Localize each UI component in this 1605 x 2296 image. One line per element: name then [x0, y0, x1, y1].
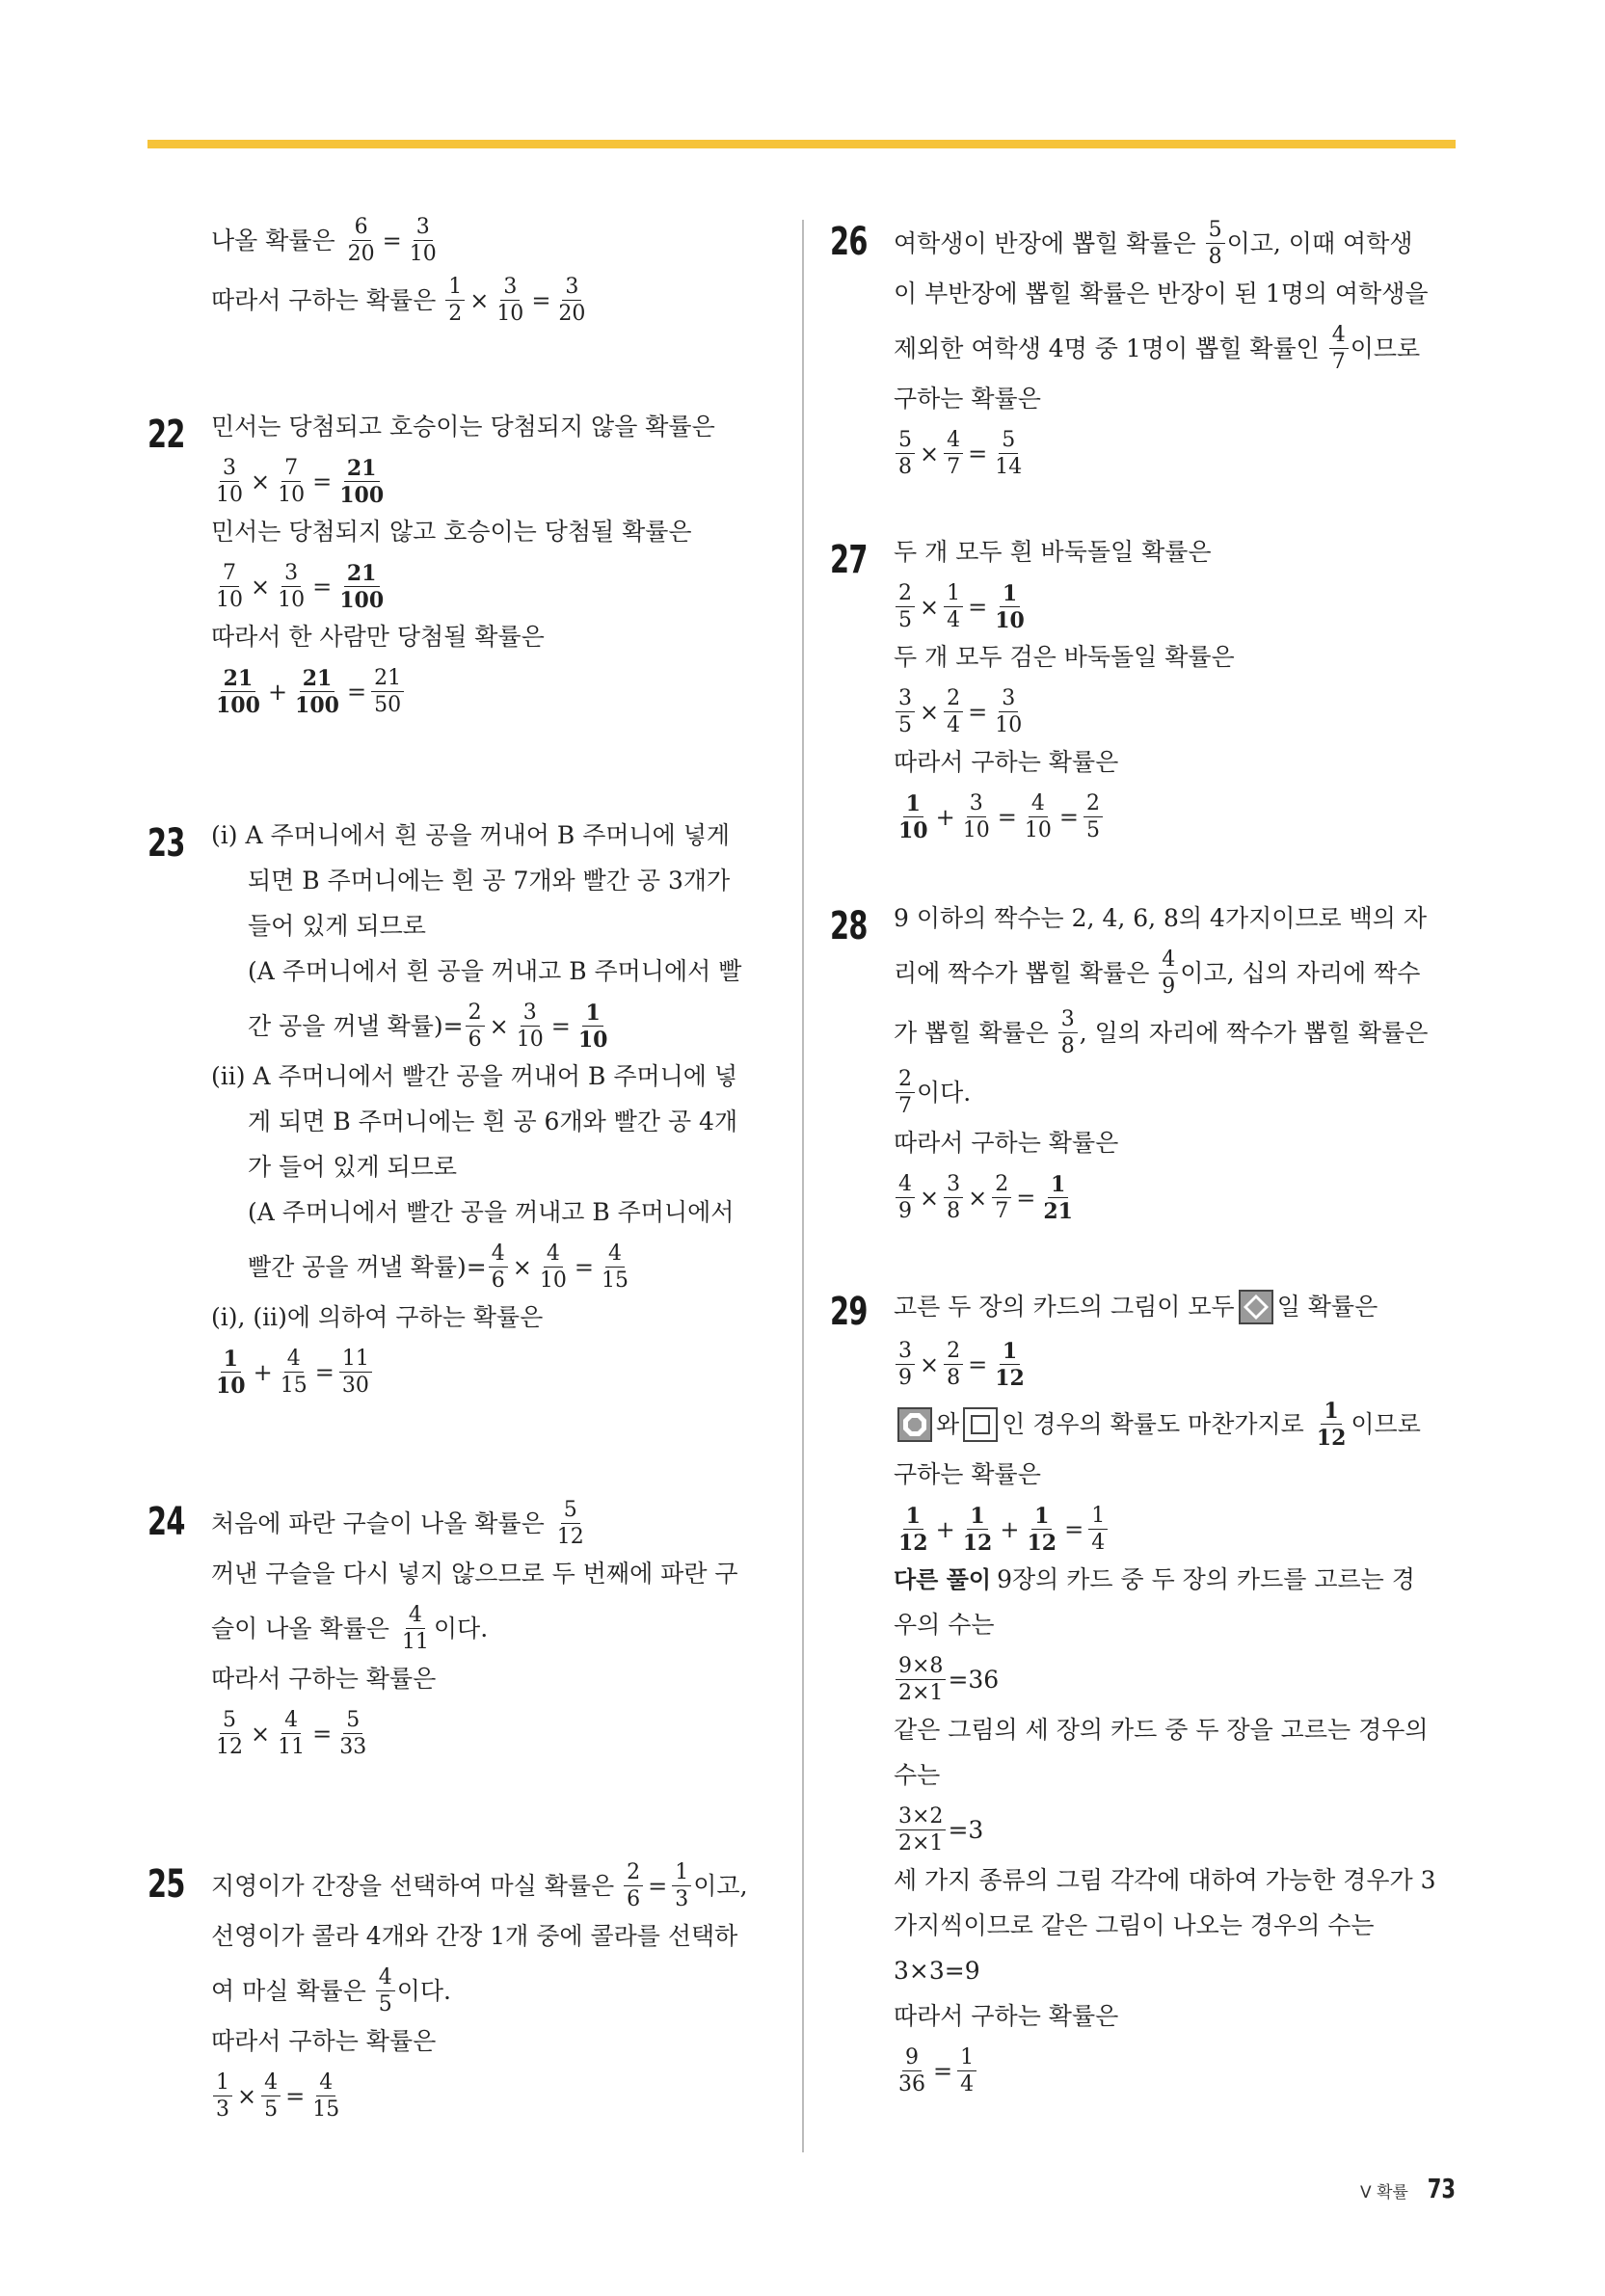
page-number: 73	[1427, 2173, 1456, 2204]
text: 3×3=9	[894, 1957, 980, 1985]
equation: $\frac{3}{9}$ × $\frac{2}{8}$ = $\frac{1}{12}$	[894, 1341, 1457, 1389]
text: 두 개 모두 검은 바둑돌일 확률은	[894, 643, 1235, 671]
text: 따라서 구하는 확률은	[211, 2027, 437, 2055]
text: (ii) A 주머니에서 빨간 공을 꺼내어 B 주머니에 넣	[211, 1062, 738, 1090]
equation: $\frac{3}{10}$ × $\frac{7}{10}$ = $\frac{21}{100}$	[216, 456, 385, 508]
text: 와 인 경우의 확률도 마찬가지로 $\frac{1}{12}$ 이므로	[894, 1401, 1457, 1449]
text: 고른 두 장의 카드의 그림이 모두 일 확률은	[894, 1290, 1457, 1324]
fraction: $\frac{3}{10}$	[409, 215, 437, 266]
equation: $\frac{9}{36}$ = $\frac{1}{4}$	[894, 2047, 1457, 2096]
octagon-card-icon	[897, 1407, 932, 1442]
equation: 간 공을 꺼낼 확률)= $\frac{2}{6}$ × $\frac{3}{10}$ = $\frac{1}{10}$	[248, 1001, 608, 1053]
text: 가지씩이므로 같은 그림이 나오는 경우의 수는	[894, 1911, 1375, 1939]
equation: $\frac{9\times 8}{2\times 1}$ =36	[894, 1656, 1457, 1704]
square-card-icon	[963, 1407, 998, 1442]
text: 수는	[894, 1761, 941, 1789]
problem-number: 29	[830, 1290, 868, 1334]
problem-number: 28	[830, 904, 868, 948]
problem-number: 27	[830, 538, 868, 582]
text: (A 주머니에서 빨간 공을 꺼내고 B 주머니에서	[248, 1198, 735, 1226]
equation: $\frac{1}{10}$ + $\frac{4}{15}$ = $\frac{11}{30}$	[211, 1348, 779, 1397]
problem-number: 25	[147, 1862, 185, 1907]
text: 되면 B 주머니에는 흰 공 7개와 빨간 공 3개가	[248, 867, 731, 894]
text: 여학생이 반장에 뽑힐 확률은 $\frac{5}{8}$ 이고, 이때 여학생	[894, 218, 1413, 269]
problem-number: 22	[147, 413, 185, 457]
equation: $\frac{5}{8}$ × $\frac{4}{7}$ = $\frac{5}{14}$	[894, 430, 1457, 478]
text: 민서는 당첨되고 호승이는 당첨되지 않을 확률은	[211, 413, 715, 441]
text: 여 마실 확률은 $\frac{4}{5}$ 이다.	[211, 1965, 451, 2016]
fraction: $\frac{1}{2}$	[445, 277, 465, 325]
text: 제외한 여학생 4명 중 1명이 뽑힐 확률인 $\frac{4}{7}$ 이므로	[894, 323, 1421, 374]
text: 따라서 구하는 확률은	[211, 1665, 437, 1693]
text: 나올 확률은	[211, 227, 335, 254]
equation: $\frac{21}{100}$ + $\frac{21}{100}$ = $\frac{21}{50}$	[211, 668, 779, 716]
text: 꺼낸 구슬을 다시 넣지 않으므로 두 번째에 파란 구	[211, 1560, 738, 1588]
text: (i), (ii)에 의하여 구하는 확률은	[211, 1303, 544, 1331]
problem-number: 26	[830, 220, 868, 264]
text: 두 개 모두 흰 바둑돌일 확률은	[894, 538, 1212, 566]
column-divider	[802, 220, 804, 2152]
text: 9 이하의 짝수는 2, 4, 6, 8의 4가지이므로 백의 자	[894, 904, 1428, 932]
text: 가 들어 있게 되므로	[248, 1153, 458, 1181]
text: (i) A 주머니에서 흰 공을 꺼내어 B 주머니에 넣게	[211, 821, 731, 849]
equation: $\frac{2}{5}$ × $\frac{1}{4}$ = $\frac{1}{10}$	[894, 583, 1457, 631]
header-accent-bar	[147, 140, 1456, 148]
text: 구하는 확률은	[894, 1460, 1041, 1488]
text: 리에 짝수가 뽑힐 확률은 $\frac{4}{9}$ 이고, 십의 자리에 짝수	[894, 948, 1421, 999]
text: 가 뽑힐 확률은 $\frac{3}{8}$ , 일의 자리에 짝수가 뽑힐 확률은	[894, 1007, 1429, 1058]
text: 선영이가 콜라 4개와 간장 1개 중에 콜라를 선택하	[211, 1922, 738, 1950]
text: 우의 수는	[894, 1611, 995, 1639]
text: 지영이가 간장을 선택하여 마실 확률은 $\frac{2}{6}$ = $\frac{1}{3}$ 이고,	[211, 1860, 748, 1911]
text: 들어 있게 되므로	[248, 912, 426, 940]
equation: $\frac{1}{3}$ × $\frac{4}{5}$ = $\frac{4}{15}$	[211, 2072, 779, 2121]
text: 구하는 확률은	[894, 385, 1041, 413]
text: 따라서 구하는 확률은	[894, 748, 1119, 776]
text: 따라서 구하는 확률은	[894, 1129, 1119, 1157]
equation: $\frac{7}{10}$ × $\frac{3}{10}$ = $\frac{21}{100}$	[216, 561, 385, 613]
fraction: $\frac{3}{20}$	[558, 275, 586, 326]
text: (A 주머니에서 흰 공을 꺼내고 B 주머니에서 빨	[248, 957, 742, 985]
text: 처음에 파란 구슬이 나올 확률은 $\frac{5}{12}$	[211, 1498, 584, 1549]
diamond-card-icon	[1239, 1290, 1273, 1324]
equation: $\frac{5}{12}$ × $\frac{4}{11}$ = $\frac{5}{33}$	[216, 1708, 367, 1759]
text: $\frac{2}{7}$ 이다.	[894, 1069, 1457, 1117]
text: 세 가지 종류의 그림 각각에 대하여 가능한 경우가 3	[894, 1866, 1436, 1894]
page-footer	[1350, 2173, 1456, 2204]
text: 이 부반장에 뽑힐 확률은 반장이 된 1명의 여학생을	[894, 280, 1429, 307]
chapter-label: Ⅴ 확률	[1360, 2183, 1408, 2203]
equation: $\frac{3\times 2}{2\times 1}$ =3	[894, 1806, 1457, 1855]
equation: 빨간 공을 꺼낼 확률)= $\frac{4}{6}$ × $\frac{4}{10}$ = $\frac{4}{15}$	[248, 1241, 629, 1293]
text: 슬이 나올 확률은 $\frac{4}{11}$ 이다.	[211, 1603, 489, 1654]
text: 게 되면 B 주머니에는 흰 공 6개와 빨간 공 4개	[248, 1108, 738, 1135]
fraction: $\frac{6}{20}$	[347, 215, 375, 266]
equation: $\frac{1}{12}$ + $\frac{1}{12}$ + $\frac{1}{12}$ = $\frac{1}{4}$	[894, 1506, 1457, 1554]
alt-solution-label: 다른 풀이	[894, 1565, 992, 1593]
text: 따라서 구하는 확률은	[894, 2002, 1119, 2030]
fraction: $\frac{3}{10}$	[496, 275, 524, 326]
problem-number: 23	[147, 821, 185, 866]
text: 민서는 당첨되지 않고 호승이는 당첨될 확률은	[211, 518, 692, 546]
equation: $\frac{3}{5}$ × $\frac{2}{4}$ = $\frac{3}{10}$	[894, 688, 1457, 736]
problem-number: 24	[147, 1500, 185, 1544]
text: 따라서 한 사람만 당첨될 확률은	[211, 623, 545, 651]
alternative-solution: 다른 풀이 9장의 카드 중 두 장의 카드를 고르는 경	[894, 1565, 1415, 1593]
equation: $\frac{4}{9}$ × $\frac{3}{8}$ × $\frac{2}{7}$ = $\frac{1}{21}$	[894, 1174, 1457, 1222]
text: 같은 그림의 세 장의 카드 중 두 장을 고르는 경우의	[894, 1716, 1429, 1744]
equation: $\frac{1}{10}$ + $\frac{3}{10}$ = $\frac{4}{10}$ = $\frac{2}{5}$	[894, 793, 1457, 841]
text: 따라서 구하는 확률은	[211, 286, 437, 314]
